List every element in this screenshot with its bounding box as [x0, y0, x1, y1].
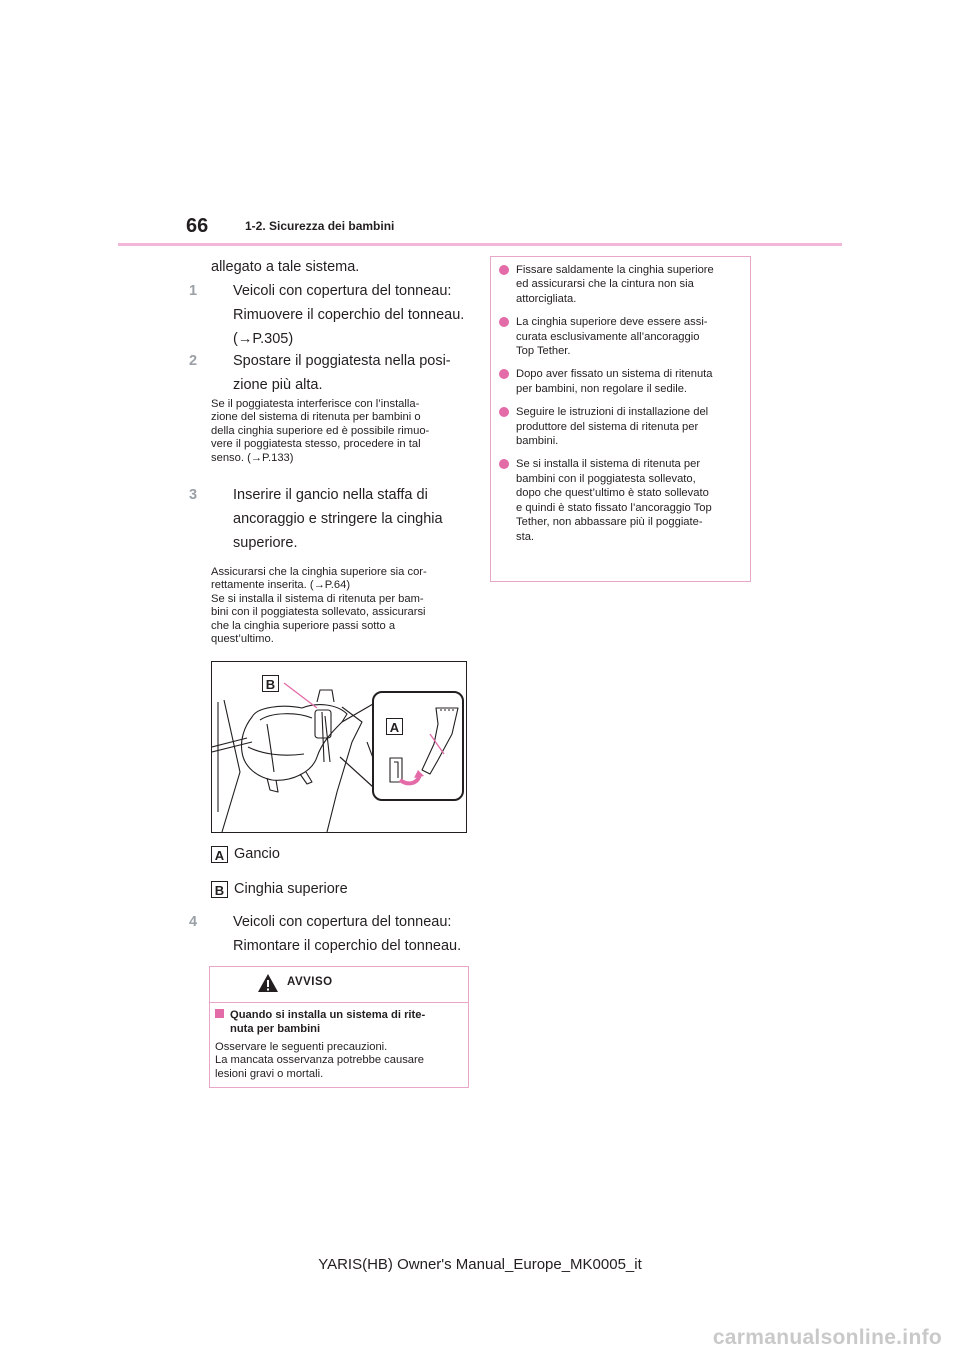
step-1	[189, 279, 493, 351]
warning-line: Osservare le seguenti precauzioni.	[215, 1041, 388, 1053]
note-line: zione del sistema di ritenuta per bambini o	[211, 411, 421, 424]
warning-heading	[215, 1008, 462, 1036]
note-line: della cinghia superiore ed è possibile rimuo-	[211, 424, 430, 437]
figure-label-a: A	[386, 718, 403, 735]
legend-item-strap	[211, 881, 348, 898]
warning-box	[209, 966, 469, 1088]
step-text: Spostare il poggiatesta nella posi-	[233, 353, 451, 369]
list-line: dopo che quest’ultimo è stato sollevato	[516, 487, 709, 500]
warning-heading-line: nuta per bambini	[230, 1023, 321, 1035]
step-text: Veicoli con copertura del tonneau:	[233, 914, 452, 930]
step-number: 4	[189, 914, 198, 930]
intro-text: allegato a tale sistema.	[211, 259, 360, 275]
legend-item-hook	[211, 846, 280, 863]
step-text: superiore.	[233, 535, 298, 551]
step-text: zione più alta.	[233, 377, 323, 393]
list-line: Se si installa il sistema di ritenuta per	[516, 458, 701, 471]
figure-label-b: B	[262, 675, 279, 692]
legend-key: B	[211, 881, 228, 898]
note-line: vere il poggiatesta stesso, procedere in tal	[211, 438, 421, 451]
list-line: Tether, non abbassare più il poggiate-	[516, 516, 703, 529]
note-line: Assicurarsi che la cinghia superiore sia cor-	[211, 566, 427, 578]
note-strap	[211, 566, 473, 646]
warning-header	[210, 967, 468, 1003]
list-line: produttore del sistema di ritenuta per	[516, 420, 699, 433]
note-line: senso. (→P.133)	[211, 451, 294, 464]
list-line: ed assicurarsi che la cintura non sia	[516, 278, 694, 291]
child-seat-drawing	[212, 662, 466, 832]
note-headrest	[211, 398, 473, 465]
note-line: Se si installa il sistema di ritenuta per bam-	[211, 592, 424, 605]
list-line: attorcigliata.	[516, 292, 577, 305]
warning-text	[215, 1041, 462, 1081]
step-text: Rimontare il coperchio del tonneau.	[233, 938, 462, 954]
list-line: e quindi è stato fissato l’ancoraggio Top	[516, 501, 712, 514]
step-text: Rimuovere il coperchio del tonneau.	[233, 307, 465, 323]
list-line: curata esclusivamente all’ancoraggio	[516, 330, 700, 343]
step-2	[189, 349, 493, 397]
bullet-icon	[499, 407, 509, 417]
step-3	[189, 483, 493, 555]
list-item	[499, 367, 740, 396]
footer-manual-name: YARIS(HB) Owner's Manual_Europe_MK0005_it	[318, 1256, 642, 1273]
step-number: 1	[189, 283, 198, 299]
warning-line: lesioni gravi o mortali.	[215, 1067, 324, 1080]
section-title: 1-2. Sicurezza dei bambini	[245, 219, 395, 233]
page-number: 66	[186, 215, 209, 237]
step-number: 2	[189, 353, 198, 369]
note-line: Se il poggiatesta interferisce con l’installa-	[211, 398, 420, 410]
warning-triangle-icon	[257, 973, 279, 993]
list-item	[499, 405, 740, 448]
note-line: che la cinghia superiore passi sotto a	[211, 619, 396, 632]
list-line: per bambini, non regolare il sedile.	[516, 382, 688, 395]
list-item	[499, 263, 740, 306]
note-line: bini con il poggiatesta sollevato, assicurarsi	[211, 606, 426, 619]
bullet-icon	[499, 369, 509, 379]
watermark[interactable]: carmanualsonline.info	[712, 1326, 942, 1349]
step-number: 3	[189, 487, 198, 503]
bullet-icon	[499, 317, 509, 327]
step-text: Veicoli con copertura del tonneau:	[233, 283, 452, 299]
legend-text: Cinghia superiore	[234, 881, 348, 897]
note-line: rettamente inserita. (→P.64)	[211, 579, 351, 592]
warning-title: AVVISO	[287, 976, 333, 988]
warning-heading-line: Quando si installa un sistema di rite-	[230, 1009, 426, 1021]
installation-illustration	[211, 661, 467, 833]
note-line: quest’ultimo.	[211, 633, 274, 646]
list-line: bambini.	[516, 435, 559, 448]
step-text: ancoraggio e stringere la cinghia	[233, 511, 443, 527]
list-line: Dopo aver fissato un sistema di ritenuta	[516, 368, 713, 381]
list-line: sta.	[516, 530, 535, 543]
step-4	[189, 910, 495, 958]
bullet-icon	[499, 459, 509, 469]
list-item	[499, 315, 740, 358]
bullet-icon	[499, 265, 509, 275]
list-line: Seguire le istruzioni di installazione del	[516, 406, 709, 419]
step-text: Inserire il gancio nella staffa di	[233, 487, 428, 503]
header-rule	[118, 243, 842, 246]
page-reference: (→P.305)	[233, 331, 294, 347]
warning-list-box	[490, 256, 751, 582]
list-line: bambini con il poggiatesta sollevato,	[516, 472, 696, 485]
list-line: La cinghia superiore deve essere assi-	[516, 316, 708, 329]
list-item	[499, 457, 740, 543]
list-line: Fissare saldamente la cinghia superiore	[516, 264, 714, 276]
legend-text: Gancio	[234, 846, 280, 862]
list-line: Top Tether.	[516, 345, 571, 358]
warning-line: La mancata osservanza potrebbe causare	[215, 1054, 424, 1067]
legend-key: A	[211, 846, 228, 863]
square-bullet-icon	[215, 1009, 224, 1018]
